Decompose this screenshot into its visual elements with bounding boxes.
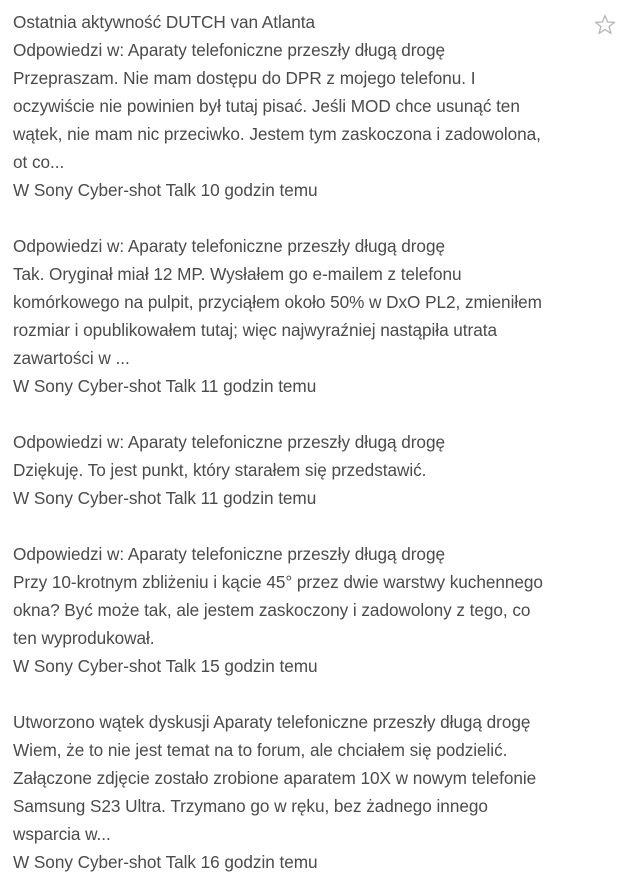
entry-meta[interactable]: W Sony Cyber-shot Talk 15 godzin temu [13, 656, 318, 676]
entry-body-line: Przepraszam. Nie mam dostępu do DPR z mojego telefonu. I [13, 68, 476, 88]
entry-body-line: okna? Być może tak, ale jestem zaskoczony i zadowolony z tego, co [13, 600, 531, 620]
star-outline-icon[interactable] [594, 14, 616, 36]
entry-heading[interactable]: Odpowiedzi w: Aparaty telefoniczne przeszły długą drogę [13, 40, 445, 60]
entry-meta[interactable]: W Sony Cyber-shot Talk 16 godzin temu [13, 852, 318, 872]
entry-body-line: rozmiar i opublikowałem tutaj; więc najwyraźniej nastąpiła utrata [13, 320, 497, 340]
entry-body-line: Przy 10-krotnym zbliżeniu i kącie 45° przez dwie warstwy kuchennego [13, 572, 543, 592]
entry-meta[interactable]: W Sony Cyber-shot Talk 11 godzin temu [13, 376, 317, 396]
entry-body-line: Tak. Oryginał miał 12 MP. Wysłałem go e-mailem z telefonu [13, 264, 462, 284]
entry-body-line: komórkowego na pulpit, przyciąłem około 50% w DxO PL2, zmieniłem [13, 292, 542, 312]
activity-title: Ostatnia aktywność DUTCH van Atlanta [13, 12, 315, 32]
entry-body-line: wsparcia w... [13, 824, 111, 844]
entry-heading[interactable]: Odpowiedzi w: Aparaty telefoniczne przeszły długą drogę [13, 432, 445, 452]
entry-meta[interactable]: W Sony Cyber-shot Talk 10 godzin temu [13, 180, 318, 200]
entry-body-line: zawartości w ... [13, 348, 130, 368]
entry-heading[interactable]: Odpowiedzi w: Aparaty telefoniczne przeszły długą drogę [13, 236, 445, 256]
entry-body-line: Załączone zdjęcie zostało zrobione aparatem 10X w nowym telefonie [13, 768, 537, 788]
entry-heading[interactable]: Odpowiedzi w: Aparaty telefoniczne przeszły długą drogę [13, 544, 445, 564]
entry-body-line: oczywiście nie powinien był tutaj pisać. Jeśli MOD chce usunąć ten [13, 96, 520, 116]
entry-body-line: ten wyprodukował. [13, 628, 155, 648]
entry-body-line: wątek, nie mam nic przeciwko. Jestem tym zaskoczona i zadowolona, [13, 124, 541, 144]
entry-body-line: Dziękuję. To jest punkt, który starałem się przedstawić. [13, 460, 427, 480]
entry-body-line: Samsung S23 Ultra. Trzymano go w ręku, bez żadnego innego [13, 796, 488, 816]
entry-heading[interactable]: Utworzono wątek dyskusji Aparaty telefoniczne przeszły długą drogę [13, 712, 531, 732]
entry-meta[interactable]: W Sony Cyber-shot Talk 11 godzin temu [13, 488, 317, 508]
entry-body-line: ot co... [13, 152, 65, 172]
entry-body-line: Wiem, że to nie jest temat na to forum, ale chciałem się podzielić. [13, 740, 508, 760]
